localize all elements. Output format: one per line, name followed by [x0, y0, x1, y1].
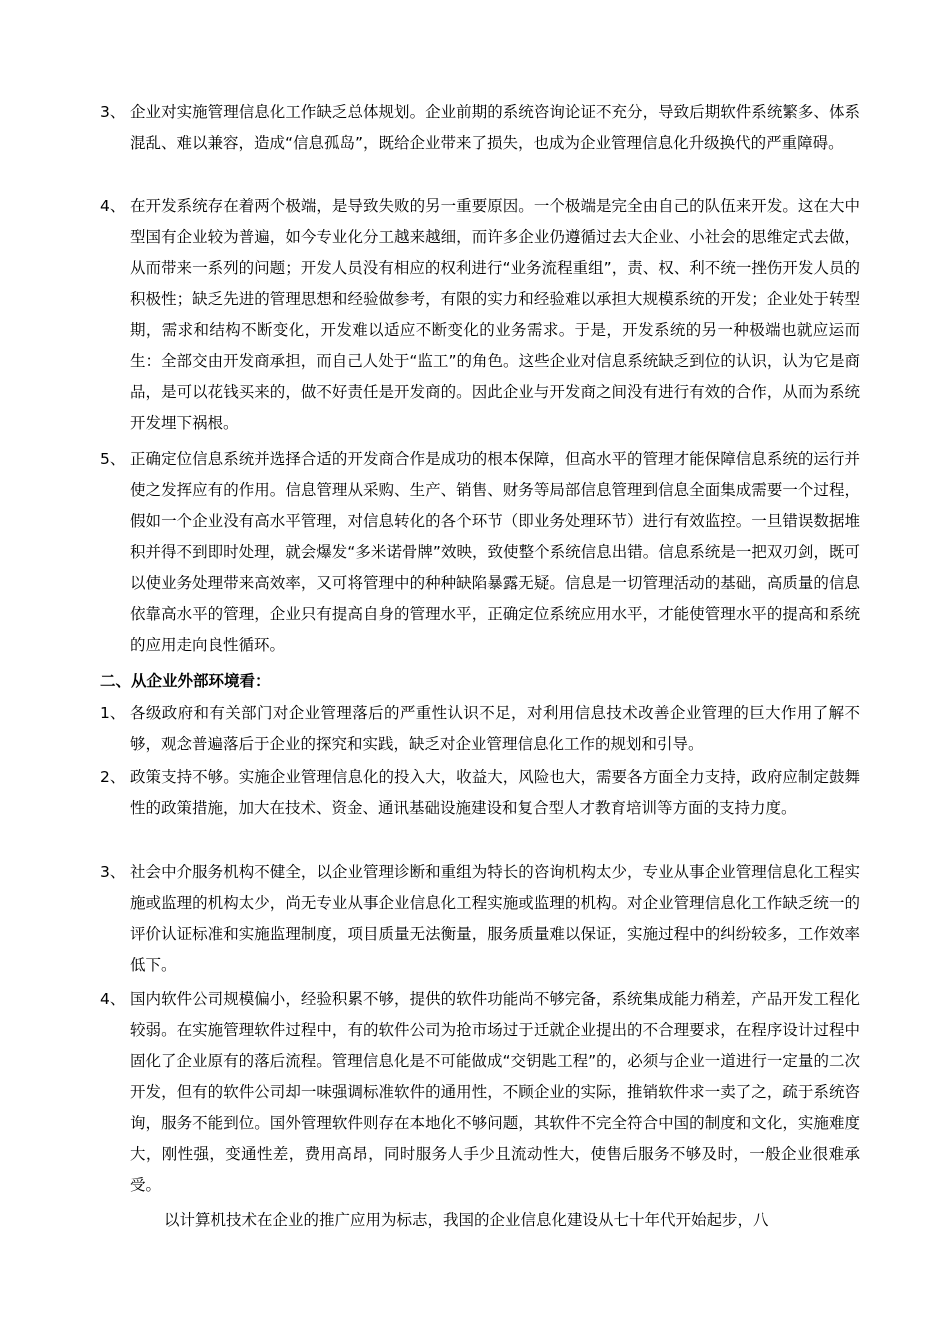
list-item-section2-3: [100, 857, 860, 981]
list-item-section2-2: [100, 762, 860, 824]
list-item-section1-4: [100, 191, 860, 439]
list-number: 3、: [100, 103, 126, 121]
list-text: 各级政府和有关部门对企业管理落后的严重性认识不足，对利用信息技术改善企业管理的巨大作用了解不够，观念普遍落后于企业的探究和实践，缺乏对企业管理信息化工作的规划和引导。: [130, 704, 860, 753]
list-number: 3、: [100, 863, 126, 881]
list-item-section2-1: [100, 698, 860, 760]
closing-paragraph: 以计算机技术在企业的推广应用为标志，我国的企业信息化建设从七十年代开始起步，八: [164, 1211, 769, 1229]
list-item-section1-5: [100, 444, 860, 661]
list-text: 社会中介服务机构不健全，以企业管理诊断和重组为特长的咨询机构太少，专业从事企业管理信息化工程实施或监理的机构太少，尚无专业从事企业信息化工程实施或监理的机构。对企业管理信息化工作缺乏统一的评价认证标准和实施监理制度，项目质量无法衡量，服务质量难以保证，实施过程中的纠纷较多，工作效率低下。: [130, 863, 860, 974]
list-text: 在开发系统存在着两个极端，是导致失败的另一重要原因。一个极端是完全由自己的队伍来开发。这在大中型国有企业较为普遍，如今专业化分工越来越细，而许多企业仍遵循过去大企业、小社会的思维定式去做，从而带来一系列的问题；开发人员没有相应的权利进行“业务流程重组”，责、权、利不统一挫伤开发人员的积极性；缺乏先进的管理思想和经验做参考，有限的实力和经验难以承担大规模系统的开发；企业处于转型期，需求和结构不断变化，开发难以适应不断变化的业务需求。于是，开发系统的另一种极端也就应运而生：全部交由开发商承担，而自己人处于“监工”的角色。这些企业对信息系统缺乏到位的认识，认为它是商品，是可以花钱买来的，做不好责任是开发商的。因此企业与开发商之间没有进行有效的合作，从而为系统开发埋下祸根。: [130, 197, 860, 432]
list-number: 1、: [100, 704, 126, 722]
list-text: 正确定位信息系统并选择合适的开发商合作是成功的根本保障，但高水平的管理才能保障信息系统的运行并使之发挥应有的作用。信息管理从采购、生产、销售、财务等局部信息管理到信息全面集成需要一个过程，假如一个企业没有高水平管理，对信息转化的各个环节（即业务处理环节）进行有效监控。一旦错误数据堆积并得不到即时处理，就会爆发“多米诺骨牌”效映，致使整个系统信息出错。信息系统是一把双刃剑，既可以使业务处理带来高效率，又可将管理中的种种缺陷暴露无疑。信息是一切管理活动的基础，高质量的信息依靠高水平的管理，企业只有提高自身的管理水平，正确定位系统应用水平，才能使管理水平的提高和系统的应用走向良性循环。: [130, 450, 860, 654]
list-item-section1-3: [100, 97, 860, 159]
list-text: 政策支持不够。实施企业管理信息化的投入大，收益大，风险也大，需要各方面全力支持，政府应制定鼓舞性的政策措施，加大在技术、资金、通讯基础设施建设和复合型人才教育培训等方面的支持力度。: [130, 768, 860, 817]
list-text: 企业对实施管理信息化工作缺乏总体规划。企业前期的系统咨询论证不充分，导致后期软件系统繁多、体系混乱、难以兼容，造成“信息孤岛”，既给企业带来了损失，也成为企业管理信息化升级换代的严重障碍。: [130, 103, 860, 152]
list-text: 国内软件公司规模偏小，经验积累不够，提供的软件功能尚不够完备，系统集成能力稍差，产品开发工程化较弱。在实施管理软件过程中，有的软件公司为抢市场过于迁就企业提出的不合理要求，在程序设计过程中固化了企业原有的落后流程。管理信息化是不可能做成“交钥匙工程”的，必须与企业一道进行一定量的二次开发，但有的软件公司却一味强调标准软件的通用性，不顾企业的实际，推销软件求一卖了之，疏于系统咨询，服务不能到位。国外管理软件则存在本地化不够问题，其软件不完全符合中国的制度和文化，实施难度大，刚性强，变通性差，费用高昂，同时服务人手少且流动性大，使售后服务不够及时，一般企业很难承受。: [130, 990, 860, 1194]
list-number: 5、: [100, 450, 126, 468]
list-number: 4、: [100, 197, 126, 215]
section-heading: 二、从企业外部环境看：: [100, 672, 271, 690]
list-number: 4、: [100, 990, 126, 1008]
list-number: 2、: [100, 768, 126, 786]
list-item-section2-4: [100, 984, 860, 1201]
